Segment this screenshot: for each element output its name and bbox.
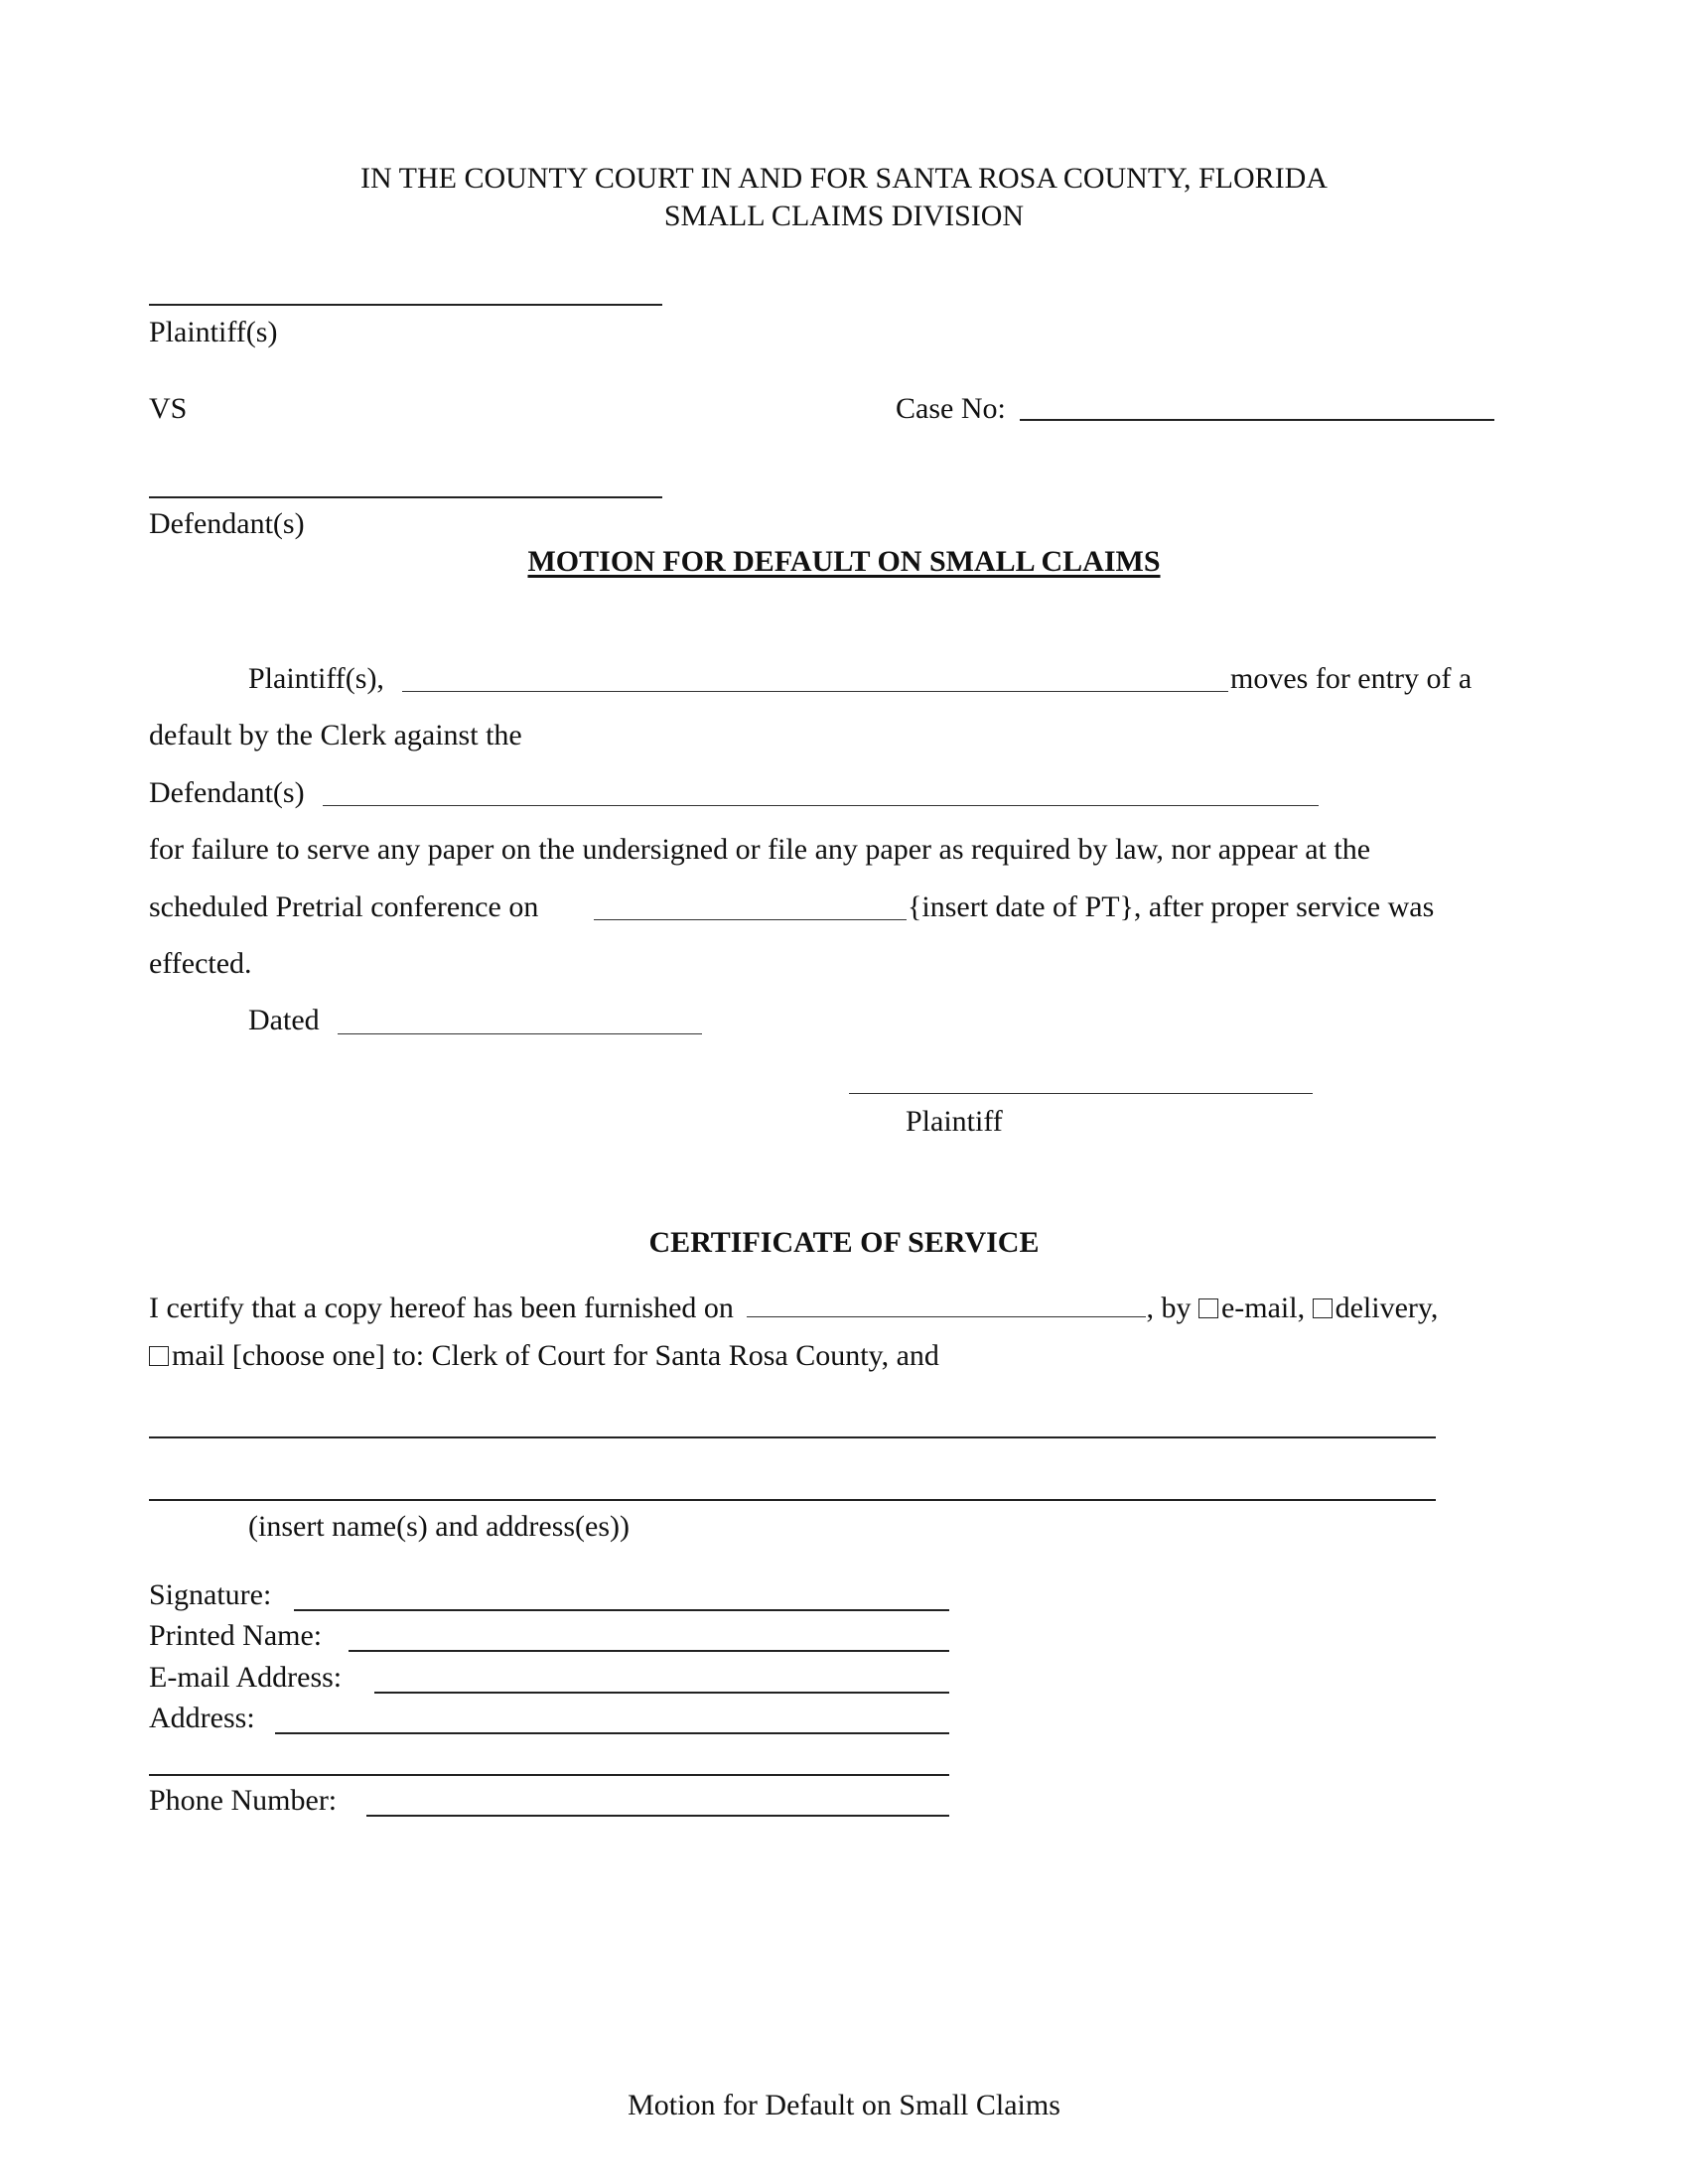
certify-prefix: I certify that a copy hereof has been furnished on (149, 1292, 734, 1324)
clerk-text: [choose one] to: Clerk of Court for Santa Rosa County, and (231, 1339, 939, 1372)
mail-option-label: mail (172, 1339, 225, 1372)
vs-label: VS (149, 392, 188, 425)
email-option-label: e-mail, (1220, 1292, 1306, 1324)
case-no-label: Case No: (896, 392, 1006, 425)
recipient-line-2[interactable] (149, 1499, 1436, 1501)
email-address-label: E-mail Address: (149, 1661, 343, 1694)
case-no-line[interactable] (1020, 419, 1494, 421)
dated-label: Dated (248, 1004, 320, 1036)
plaintiff-signature-caption: Plaintiff (906, 1105, 1003, 1138)
pretrial-suffix: {insert date of PT}, after proper service was (908, 890, 1435, 923)
printed-name-line[interactable] (349, 1650, 949, 1652)
mail-checkbox[interactable] (149, 1346, 169, 1366)
delivery-checkbox[interactable] (1313, 1298, 1333, 1318)
recipient-line-1[interactable] (149, 1436, 1436, 1438)
names-hint: (insert name(s) and address(es)) (248, 1510, 631, 1543)
pretrial-date-blank[interactable] (594, 919, 907, 920)
default-line: default by the Clerk against the (149, 719, 522, 751)
pretrial-prefix: scheduled Pretrial conference on (149, 890, 539, 923)
court-heading: IN THE COUNTY COURT IN AND FOR SANTA ROSA COUNTY, FLORIDA (360, 162, 1328, 195)
certificate-title: CERTIFICATE OF SERVICE (648, 1226, 1040, 1259)
motion-title: MOTION FOR DEFAULT ON SMALL CLAIMS (527, 545, 1161, 578)
failure-line: for failure to serve any paper on the undersigned or file any paper as required by law, nor appear at the (149, 833, 1371, 866)
signature-line[interactable] (294, 1609, 949, 1611)
plaintiff-label: Plaintiff(s) (149, 316, 278, 348)
email-address-line[interactable] (374, 1692, 949, 1694)
dated-blank[interactable] (338, 1033, 702, 1034)
plaintiff-signature-line[interactable] (849, 1093, 1313, 1094)
email-checkbox[interactable] (1198, 1298, 1218, 1318)
plaintiff-name-line[interactable] (149, 304, 662, 306)
defendants-prefix: Defendant(s) (149, 776, 305, 809)
certify-line (149, 1291, 1438, 1326)
furnished-date-blank[interactable] (747, 1295, 1146, 1317)
defendant-name-line[interactable] (149, 496, 662, 498)
defendants-blank[interactable] (323, 805, 1319, 806)
effected-line: effected. (149, 947, 252, 980)
signature-label: Signature: (149, 1578, 272, 1611)
address-line-2[interactable] (149, 1774, 949, 1776)
address-line-1[interactable] (275, 1732, 949, 1734)
printed-name-label: Printed Name: (149, 1619, 323, 1652)
phone-label: Phone Number: (149, 1784, 338, 1817)
moves-text: moves for entry of a (1230, 662, 1473, 695)
division-heading: SMALL CLAIMS DIVISION (663, 200, 1025, 232)
plaintiffs-blank[interactable] (402, 691, 1228, 692)
plaintiffs-prefix: Plaintiff(s), (248, 662, 384, 695)
footer-text: Motion for Default on Small Claims (628, 2089, 1060, 2121)
mail-line (149, 1338, 939, 1374)
delivery-option-label: delivery, (1335, 1292, 1439, 1324)
phone-line[interactable] (366, 1815, 949, 1817)
address-label: Address: (149, 1702, 255, 1734)
defendant-label: Defendant(s) (149, 507, 305, 540)
by-text: , by (1146, 1292, 1192, 1324)
